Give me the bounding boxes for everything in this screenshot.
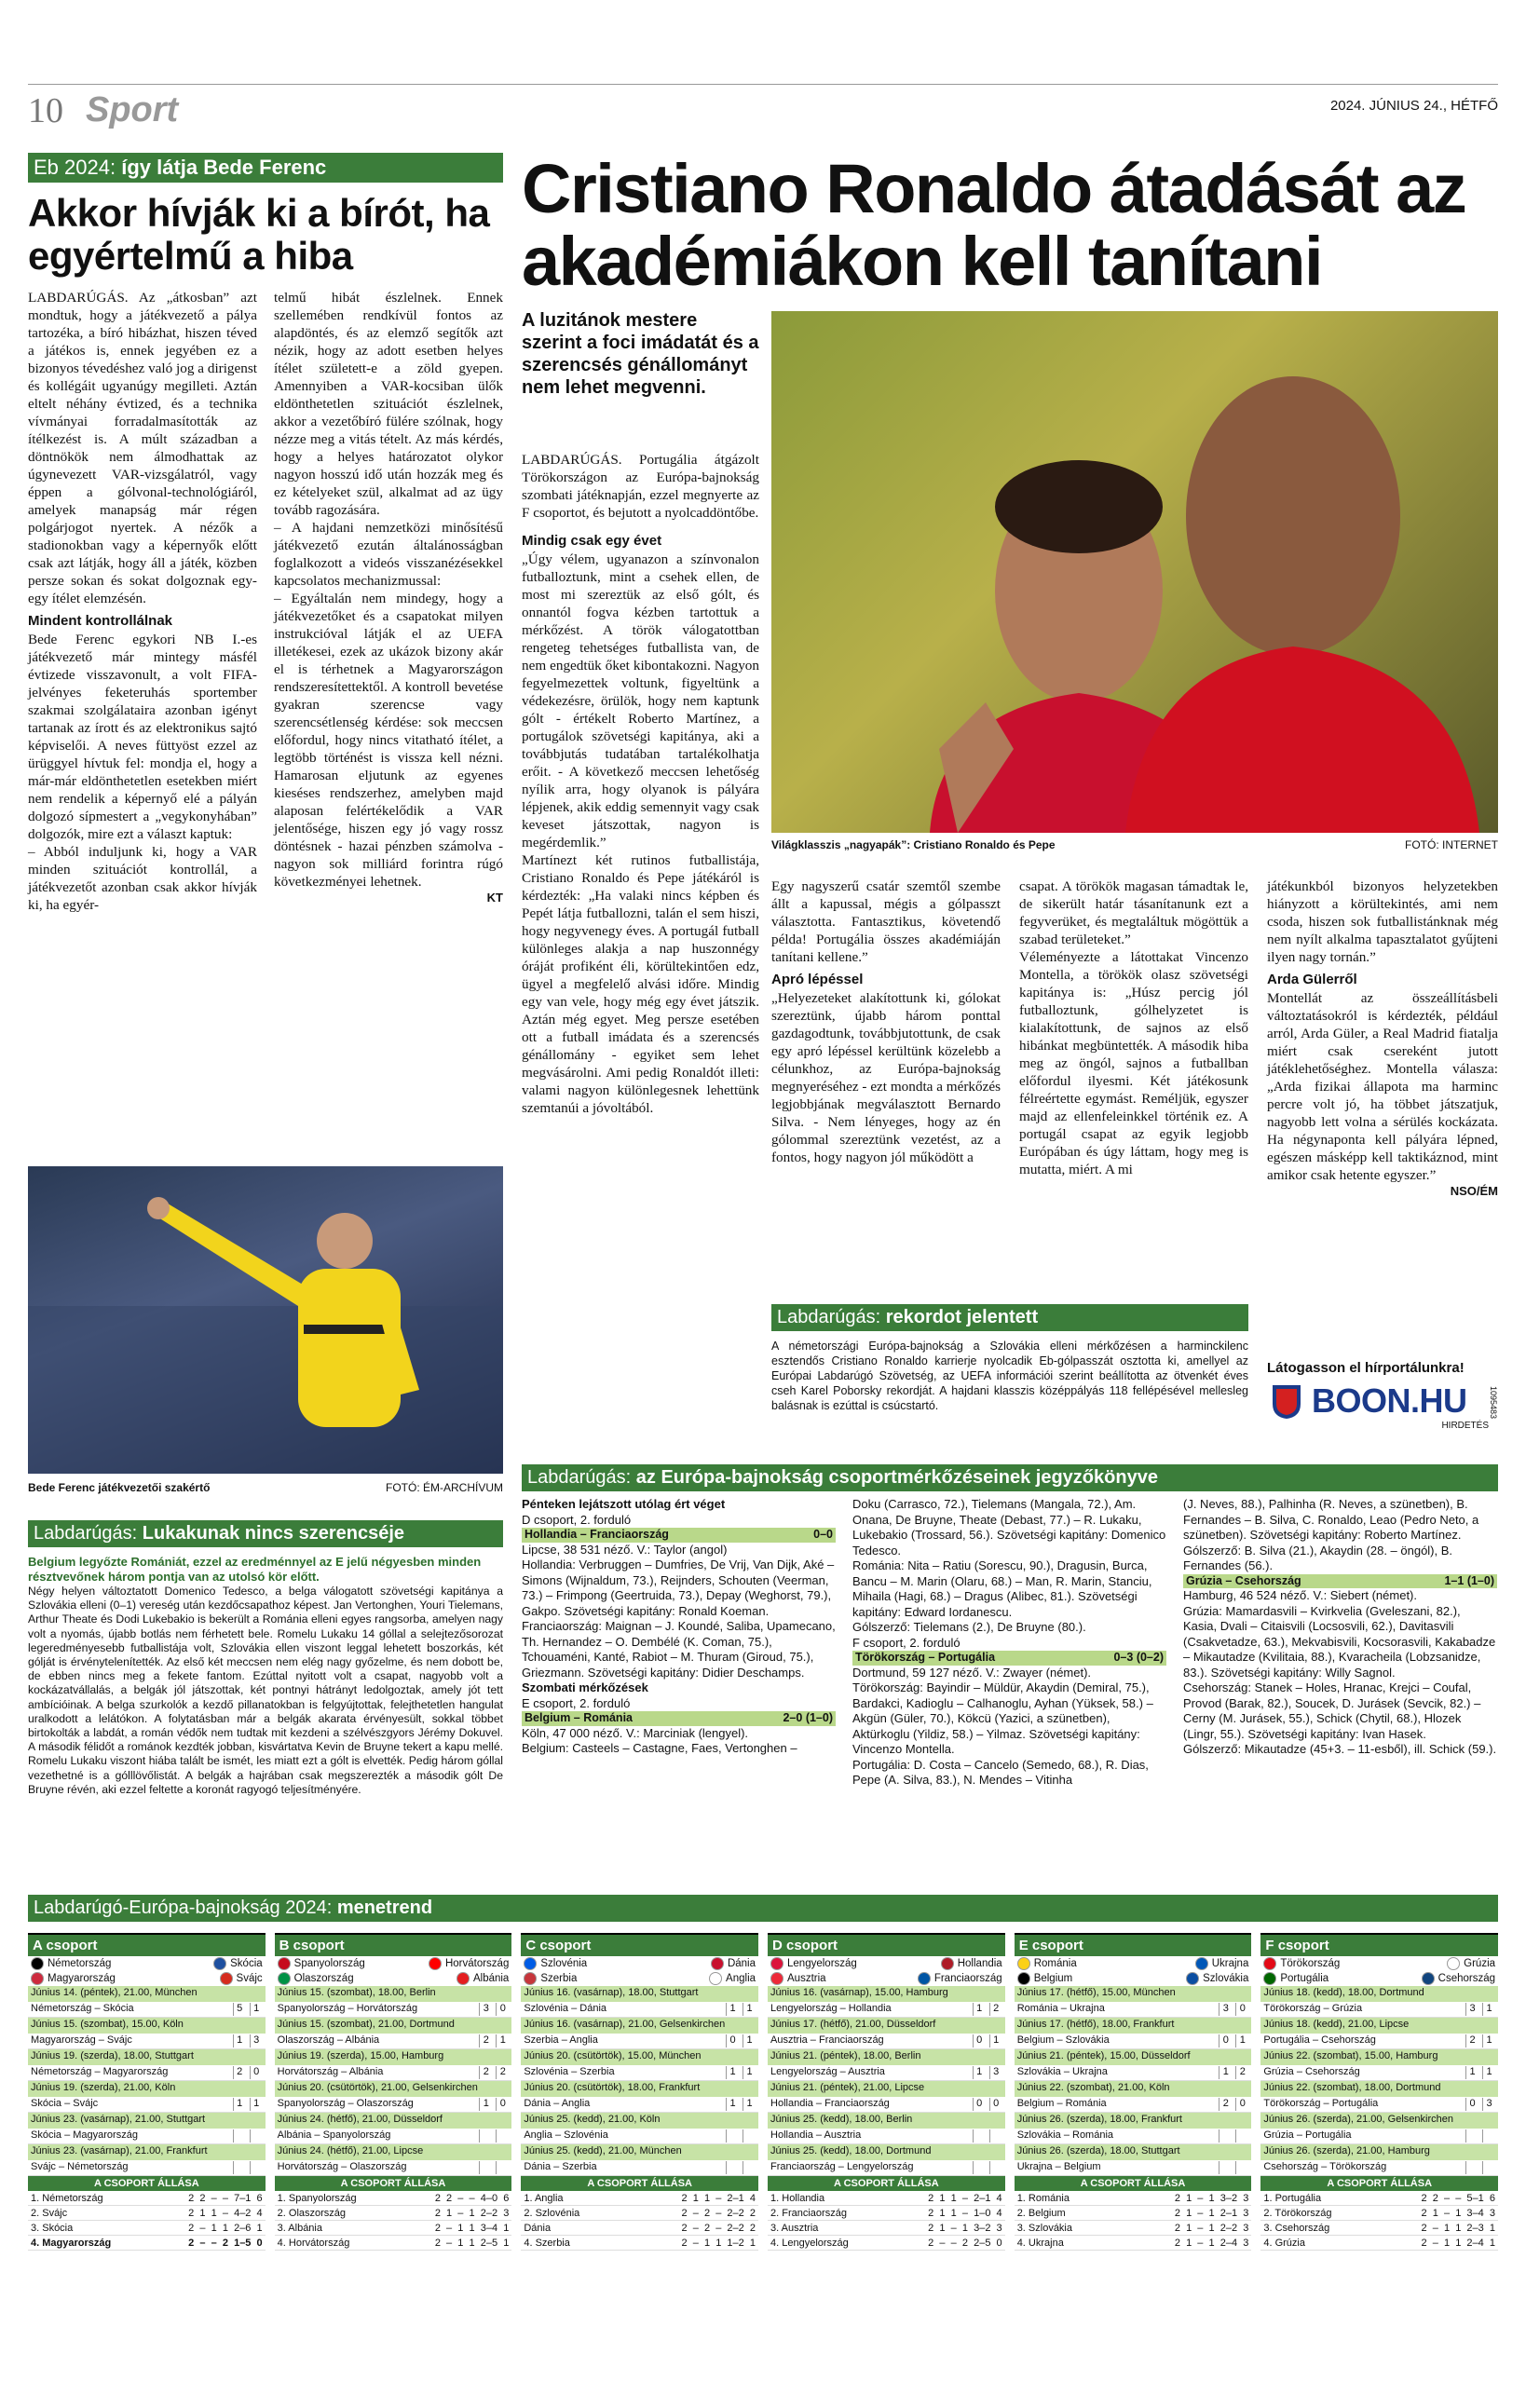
standings-row: 3. Csehország 2 – 1 1 2–3 1 bbox=[1260, 2221, 1498, 2236]
page-number: 10 bbox=[28, 91, 63, 130]
report-text: Portugália: D. Costa – Cancelo (Semedo, 68.), R. Dias, Pepe (A. Silva, 83.), N. Mendes – Vitinha bbox=[852, 1757, 1149, 1787]
lukaku-text: Négy helyen változtatott Domenico Tedesco, a belga válogatott szövetségi kapitánya a Szlovákia elleni (0–1) vereség után kezdőcsapathoz képest. Jan Vertonghen, Youri Tielemans, Arthur Theate és Dodi Lukebakio is bekerült a Románia elleni egyes rangsorba, amelyen nagy volt a nyomás, újabb botlás nem férhetett bele. Romelu Lukaku 14 góllal a selejtezősorozat legeredményesebb futballistája volt, Szlovákia ellen viszont leggal lehetett boszorkás, két gólját is érvénytelenítették. Az első két meccsen nem elég nagy győzelme, és nem dobott be, de ebben nincs meg a fekete fantom. Ezúttal nyitott volt a csapat, nagyobb volt a kockázatvállalás, a belgák jól játszottak, két pontnyi hátrányt ledolgoztak, amely jót tett ambícióinak. A belga szurkolók a kezdő pillanatokban is felgyújtottak, felejthetetlen hangulat uralkodott a lelátókon. A folytatásban már a belgák akarata érvényesült, sokkal többet birtokolták a labdát, a román védők nem tudtak mit kezdeni a szélvészgyors Jérémy Dokuvel. A második félidőt a románok kezdték jobban, kisvártatva Kevin de Bruyne tekert a kapu mellé. Romelu Lukaku viszont hiába talált be ismét, les miatt ezt a gólt is elvették. Pedig három góllal vezethetné is a gólllövőlistát. A belgák a hajrában csak megszerezték a második gólt De Bruyne révén, aki ezzel feltette a koronát ragyogó teljesítményére. bbox=[28, 1585, 503, 1796]
team-entry: Grúzia bbox=[1447, 1957, 1495, 1970]
issue-date: 2024. JÚNIUS 24., HÉTFŐ bbox=[1329, 98, 1498, 114]
standings-row: 4. Horvátország 2 – 1 1 2–5 1 bbox=[275, 2236, 512, 2251]
report-text: Grúzia: Mamardasvili – Kvirkvelia (Gveleszani, 82.), Kasia, Dvali – Citaisvili (Locsosvili, 62.), Davitasvili (Csakvetadze, 63.), Mekvabisvili, Kocsorasvili, Kakabadze – Mikautadze (Kvilitaia, 88.), Kvaracheila (Lobzsanidze, 83.). Szövetségi kapitány: Willy Sagnol. bbox=[1183, 1603, 1496, 1680]
report-match-result: Grúzia – Csehország 1–1 (1–0) bbox=[1183, 1574, 1497, 1589]
team-entry: Románia bbox=[1017, 1957, 1077, 1970]
match-date: Június 26. (szerda), 18.00, Frankfurt bbox=[1015, 2113, 1252, 2129]
group-teams-line bbox=[28, 1956, 266, 1971]
match-date: Június 25. (kedd), 21.00, Köln bbox=[521, 2113, 758, 2129]
team-entry: Spanyolország bbox=[278, 1957, 365, 1970]
referee-figure bbox=[28, 1166, 503, 1474]
match-date: Június 17. (hétfő), 21.00, Düsseldorf bbox=[768, 2018, 1005, 2034]
flag-icon bbox=[456, 1972, 470, 1985]
flag-icon bbox=[1195, 1957, 1208, 1970]
team-entry: Horvátország bbox=[429, 1957, 509, 1970]
group-teams-line bbox=[768, 1956, 1005, 1971]
match-row: Spanyolország – Horvátország 3 0 bbox=[275, 2002, 512, 2018]
flag-icon bbox=[1263, 1957, 1276, 1970]
report-match-result: Hollandia – Franciaország 0–0 bbox=[522, 1528, 836, 1543]
report-text: Gólszerző: Mikautadze (45+3. – 11-esből), ill. Schick (59.). bbox=[1183, 1742, 1497, 1756]
group-3 bbox=[768, 1933, 1005, 2251]
main-col2: Egy nagyszerű csatár szemtől szembe állt a kapussal, mégis a gólpasszt választotta. Fantasztikus, követendő példa! Portugália összes akadémiáján tanítani kellene.” bbox=[771, 878, 1001, 965]
standings-row: 2. Olaszország 2 1 – 1 2–2 3 bbox=[275, 2206, 512, 2221]
referee-photo-credit: FOTÓ: ÉM-ARCHÍVUM bbox=[386, 1481, 503, 1494]
match-date: Június 23. (vasárnap), 21.00, Frankfurt bbox=[28, 2144, 266, 2160]
standings-row: 1. Németország 2 2 – – 7–1 6 bbox=[28, 2191, 266, 2206]
flag-icon bbox=[770, 1957, 783, 1970]
standings-title: A CSOPORT ÁLLÁSA bbox=[28, 2176, 266, 2191]
match-row: Svájc – Németország bbox=[28, 2160, 266, 2176]
match-date: Június 26. (szerda), 21.00, Hamburg bbox=[1260, 2144, 1498, 2160]
match-date: Június 20. (csütörtök), 21.00, Gelsenkirchen bbox=[275, 2081, 512, 2097]
flag-icon bbox=[220, 1972, 233, 1985]
ad-code: 1095483 bbox=[1489, 1386, 1498, 1420]
match-date: Június 16. (vasárnap), 18.00, Stuttgart bbox=[521, 1986, 758, 2002]
team-entry: Albánia bbox=[456, 1972, 509, 1985]
main-col3-block bbox=[1019, 877, 1248, 1178]
report-text: (J. Neves, 88.), Palhinha (R. Neves, a szünetben), B. Fernandes – B. Silva, C. Ronaldo, Leao (Pedro Neto, a szünetben). Szövetségi kapitány: Roberto Martínez. bbox=[1183, 1497, 1479, 1542]
match-row: Skócia – Magyarország bbox=[28, 2129, 266, 2144]
record-box bbox=[771, 1304, 1248, 1413]
match-date: Június 15. (szombat), 15.00, Köln bbox=[28, 2018, 266, 2034]
match-date: Június 24. (hétfő), 21.00, Lipcse bbox=[275, 2144, 512, 2160]
ad-label: HIRDETÉS bbox=[1441, 1421, 1489, 1431]
team-entry: Magyarország bbox=[31, 1972, 116, 1985]
standings-row: 1. Hollandia 2 1 1 – 2–1 4 bbox=[768, 2191, 1005, 2206]
standings-row: 3. Albánia 2 – 1 1 3–4 1 bbox=[275, 2221, 512, 2236]
match-row: Szlovákia – Ukrajna 1 2 bbox=[1015, 2065, 1252, 2081]
standings-row: 3. Ausztria 2 1 – 1 3–2 3 bbox=[768, 2221, 1005, 2236]
match-date: Június 17. (hétfő), 18.00, Frankfurt bbox=[1015, 2018, 1252, 2034]
match-row: Magyarország – Svájc 1 3 bbox=[28, 2034, 266, 2049]
match-date: Június 18. (kedd), 18.00, Dortmund bbox=[1260, 1986, 1498, 2002]
team-entry: Anglia bbox=[709, 1972, 756, 1985]
standings-row: 1. Portugália 2 2 – – 5–1 6 bbox=[1260, 2191, 1498, 2206]
match-date: Június 25. (kedd), 18.00, Berlin bbox=[768, 2113, 1005, 2129]
main-headline: Cristiano Ronaldo átadását az akadémiákon kell tanítani bbox=[522, 150, 1466, 300]
lukaku-kicker: Labdarúgás: Lukakunak nincs szerencséje bbox=[28, 1520, 503, 1547]
group-teams-line bbox=[275, 1971, 512, 1986]
ronaldo-photo bbox=[771, 311, 1498, 833]
match-date: Június 26. (szerda), 18.00, Stuttgart bbox=[1015, 2144, 1252, 2160]
match-date: Június 16. (vasárnap), 15.00, Hamburg bbox=[768, 1986, 1005, 2002]
flag-icon bbox=[31, 1972, 44, 1985]
standings-title: A CSOPORT ÁLLÁSA bbox=[521, 2176, 758, 2191]
group-4 bbox=[1015, 1933, 1252, 2251]
match-row: Szerbia – Anglia 0 1 bbox=[521, 2034, 758, 2049]
report bbox=[522, 1464, 1498, 1789]
flag-icon bbox=[1186, 1972, 1199, 1985]
main-article bbox=[522, 150, 1498, 300]
match-row: Szlovákia – Románia bbox=[1015, 2129, 1252, 2144]
flag-icon bbox=[770, 1972, 783, 1985]
team-entry: Dánia bbox=[711, 1957, 756, 1970]
group-title: D csoport bbox=[768, 1935, 1005, 1956]
match-row: Anglia – Szlovénia bbox=[521, 2129, 758, 2144]
match-date: Június 20. (csütörtök), 15.00, München bbox=[521, 2049, 758, 2065]
match-date: Június 16. (vasárnap), 21.00, Gelsenkirchen bbox=[521, 2018, 758, 2034]
report-kicker: Labdarúgás: az Európa-bajnokság csoportmérkőzéseinek jegyzőkönyve bbox=[522, 1464, 1498, 1491]
group-teams-line bbox=[521, 1971, 758, 1986]
team-entry: Franciaország bbox=[918, 1972, 1002, 1985]
flag-icon bbox=[31, 1957, 44, 1970]
flag-icon bbox=[524, 1972, 537, 1985]
report-text: E csoport, 2. forduló bbox=[522, 1695, 631, 1710]
standings-row: 4. Magyarország 2 – – 2 1–5 0 bbox=[28, 2236, 266, 2251]
team-entry: Szlovákia bbox=[1186, 1972, 1248, 1985]
group-teams-line bbox=[28, 1971, 266, 1986]
group-2 bbox=[521, 1933, 758, 2251]
group-0 bbox=[28, 1933, 266, 2251]
main-col1: „Úgy vélem, ugyanazon a színvonalon futballoztunk, mint a csehek ellen, de most mi szereztük az első gólt, és onnantól fogva kézben tartottuk a mérkőzést. A török válogatottban rengeteg tehetséges futballista van, de nem engedtük őket kibontakozni. Nagyon fegyelmezettek voltunk, figyeltünk a védekezésre, örülök, hogy nem kaptunk gólt - értékelt Roberto Martínez, a portugálok szövetségi kapitánya, aki a továbbjutás tudatában tartalékolhatja erőit. - A következő meccsen lehetőség nyílik arra, hogy olyanok is pályára lépjenek, akik eddig semennyit vagy csak keveset játszottak, nagyon is megérdemlik.” Martínezt két rutinos futballistája, Cristiano Ronaldo és Pepe játékáról is kérdezték: „Ha valaki nincs képben és Pepét látja futballozni, talán el sem hiszi, hogy negyvenegy éves. A portugál futball különleges alakja a nap huszonnégy óráját profiként éli, körültekintően edz, ügyel a megfelelő alvási időre. Mindig egy van vele, hogy még egy évet játszik. Aztán még egyet. Meg persze esetében ott a futball imádata és a szerencsés génállomány - egyiket sem lehet megvásárolni. Ami pedig Ronaldót illeti: valami nagyon különlegesnek lehettünk szemtanúi a jóvoltából. bbox=[522, 551, 759, 1116]
referee-caption-text: Bede Ferenc játékvezetői szakértő bbox=[28, 1481, 211, 1494]
match-date: Június 26. (szerda), 21.00, Gelsenkirchen bbox=[1260, 2113, 1498, 2129]
standings-row: 2. Franciaország 2 1 1 – 1–0 4 bbox=[768, 2206, 1005, 2221]
match-row: Németország – Skócia 5 1 bbox=[28, 2002, 266, 2018]
standings-row: 2. Törökország 2 1 – 1 3–4 3 bbox=[1260, 2206, 1498, 2221]
standings-row: 4. Lengyelország 2 – – 2 2–5 0 bbox=[768, 2236, 1005, 2251]
report-text: Doku (Carrasco, 72.), Tielemans (Mangala, 72.), Am. Onana, De Bruyne, Theate (Debast, 77.) – R. Lukaku, Lukebakio (Trossard, 56.). Szövetségi kapitány: Domenico Tedesco. bbox=[852, 1497, 1166, 1558]
match-row: Skócia – Svájc 1 1 bbox=[28, 2097, 266, 2113]
standings-title: A CSOPORT ÁLLÁSA bbox=[275, 2176, 512, 2191]
left-col1: LABDARÚGÁS. Az „átkosban” azt mondtuk, hogy a játékvezető a pálya tartozéka, a bíró hibázhat, hiszen téved a játékos is, ennek jegyében ez a bizonyos tévedéshez való jog a dirigenst és kollégáit ugyanúgy megilleti. Aztán eltelt néhány évtized, és a technika vívmányai forradalmasították az ítélkezést is. A múlt században a döntnökök nem álmodhattak az úgynevezett VAR-vizsgálatról, vagy éppen a gólvonal-technológiáról, amelyek manapság már régen polgárjogot nyertek. A nézők a stadionokban vagy a képernyők előtt csak azt látják, hogy áll a játék, közben persze sokan és sokat dolgoznak egy-egy ítélet elemzésén. bbox=[28, 290, 257, 606]
match-date: Június 19. (szerda), 21.00, Köln bbox=[28, 2081, 266, 2097]
standings-title: A CSOPORT ÁLLÁSA bbox=[1260, 2176, 1498, 2191]
match-row: Lengyelország – Hollandia 1 2 bbox=[768, 2002, 1005, 2018]
team-entry: Ausztria bbox=[770, 1972, 826, 1985]
match-row: Ausztria – Franciaország 0 1 bbox=[768, 2034, 1005, 2049]
match-row: Szlovénia – Dánia 1 1 bbox=[521, 2002, 758, 2018]
report-col-3 bbox=[1183, 1497, 1497, 1789]
main-col2b: „Helyezeteket alakítottunk ki, gólokat szereztünk, újabb három ponttal gazdagodtunk, továbbjutottunk, de csak egy apró lépéssel kerültünk közelebb a célunkhoz, az Európa-bajnokság megnyeréséhez - ezt mondta a mérkőzés legjobbjának megválasztott Bernardo Silva. - Nem lényeges, hogy az én gólommal szereztünk vezetést, az a fontos, hogy nagyon jól működött a bbox=[771, 990, 1001, 1165]
report-text: Hollandia: Verbruggen – Dumfries, De Vrij, Van Dijk, Aké – Simons (Wijnaldum, 73.), Reijnders, Schouten (Veerman, 73.) – Frimpong (Geertruida, 73.), Depay (Weghorst, 79.), Gakpo. Szövetségi kapitány: Ronald Koeman. bbox=[522, 1558, 835, 1618]
match-row: Németország – Magyarország 2 0 bbox=[28, 2065, 266, 2081]
match-row: Grúzia – Portugália bbox=[1260, 2129, 1498, 2144]
standings-row: 1. Anglia 2 1 1 – 2–1 4 bbox=[521, 2191, 758, 2206]
group-title: C csoport bbox=[521, 1935, 758, 1956]
team-entry: Törökország bbox=[1263, 1957, 1340, 1970]
team-entry: Skócia bbox=[213, 1957, 263, 1970]
main-subhead-4: Arda Gülerről bbox=[1267, 972, 1357, 987]
flag-icon bbox=[524, 1957, 537, 1970]
group-teams-line bbox=[1260, 1971, 1498, 1986]
group-5 bbox=[1260, 1933, 1498, 2251]
report-text: Franciaország: Maignan – J. Koundé, Saliba, Upamecano, Th. Hernandez – O. Dembélé (K. Coman, 75.), Tchouaméni, Kanté, Rabiot – M. Thuram (Giroud, 75.), Griezmann. Szövetségi kapitány: Didier Deschamps. bbox=[522, 1619, 836, 1680]
flag-icon bbox=[1422, 1972, 1435, 1985]
group-1 bbox=[275, 1933, 512, 2251]
left-headline: Akkor hívják ki a bírót, ha egyértelmű a hiba bbox=[28, 191, 490, 278]
match-date: Június 22. (szombat), 21.00, Köln bbox=[1015, 2081, 1252, 2097]
match-date: Június 15. (szombat), 18.00, Berlin bbox=[275, 1986, 512, 2002]
report-text: Dortmund, 59 127 néző. V.: Zwayer (német). bbox=[852, 1665, 1092, 1680]
report-text: Belgium: Casteels – Castagne, Faes, Vertonghen – bbox=[522, 1741, 797, 1755]
report-text: Gólszerző: Tielemans (2.), De Bruyne (80.). bbox=[852, 1620, 1086, 1634]
report-text: Csehország: Stanek – Holes, Hranac, Krejci – Coufal, Provod (Barak, 82.), Soucek, D. Jurásek (Sevcik, 82.) – Cerny (M. Jurásek, 55.), Schick (Chytil, 68.), Hlozek (Lingr, 55.). Szövetségi kapitány: Ivan Hasek. bbox=[1183, 1680, 1481, 1741]
team-entry: Szlovénia bbox=[524, 1957, 587, 1970]
group-title: F csoport bbox=[1260, 1935, 1498, 1956]
report-text: F csoport, 2. forduló bbox=[852, 1635, 961, 1650]
page-header bbox=[28, 84, 1498, 132]
flag-icon bbox=[429, 1957, 442, 1970]
report-text: Hamburg, 46 524 néző. V.: Siebert (német). bbox=[1183, 1588, 1417, 1602]
standings-row: Dánia 2 – 2 – 2–2 2 bbox=[521, 2221, 758, 2236]
match-date: Június 22. (szombat), 18.00, Dortmund bbox=[1260, 2081, 1498, 2097]
players-figure bbox=[771, 311, 1498, 833]
match-date: Június 14. (péntek), 21.00, München bbox=[28, 1986, 266, 2002]
flag-icon bbox=[1263, 1972, 1276, 1985]
standings-title: A CSOPORT ÁLLÁSA bbox=[768, 2176, 1005, 2191]
team-entry: Németország bbox=[31, 1957, 111, 1970]
match-row: Horvátország – Olaszország bbox=[275, 2160, 512, 2176]
standings-row: 4. Grúzia 2 – 1 1 2–4 1 bbox=[1260, 2236, 1498, 2251]
report-heading: Pénteken lejátszott utólag ért véget bbox=[522, 1497, 726, 1511]
match-row: Albánia – Spanyolország bbox=[275, 2129, 512, 2144]
main-col4: játékunkból bizonyos helyzetekben hiányzott a körültekintés, ami nem csoda, hiszen sok futballistánknak még nem nyílt alkalma tapasztalatot gyűjteni ilyen nagy tornán.” bbox=[1267, 878, 1498, 965]
match-row: Franciaország – Lengyelország bbox=[768, 2160, 1005, 2176]
flag-icon bbox=[278, 1957, 291, 1970]
group-teams-line bbox=[1015, 1971, 1252, 1986]
team-entry: Lengyelország bbox=[770, 1957, 857, 1970]
report-text: Törökország: Bayindir – Müldür, Akaydin (Demiral, 75.), Bardakci, Kadioglu – Calhanoglu, Ayhan (Yüksek, 58.) – Akgün (Güler, 70.), Kökcü (Yazici, a szünetben), Aktürkoglu (Yildiz, 58.) – Yilmaz. Szövetségi kapitány: Vincenzo Montella. bbox=[852, 1680, 1153, 1756]
main-lead: A luzitánok mestere szerint a foci imádatát és a szerencsés génállományt nem lehet megvenni. bbox=[522, 310, 759, 398]
match-row: Ukrajna – Belgium bbox=[1015, 2160, 1252, 2176]
match-row: Grúzia – Csehország 1 1 bbox=[1260, 2065, 1498, 2081]
match-row: Csehország – Törökország bbox=[1260, 2160, 1498, 2176]
left-col1b: Bede Ferenc egykori NB I.-es játékvezető már mintegy másfél évtizede visszavonult, a volt FIFA-jelvényes feketeruhás sportember szakmai szolgálataira azonban igényt tartanak az írott és az elektronikus sajtó képviselői. A neves füttyöst ezzel az ürüggyel hívtuk fel: mondja el, hogy a már-már eldönthetetlen esetekben miért nem rendelik a képernyő elé a pályán dolgozó sípmestert a „vegykonyhában” dolgozók, mire ezt a választ kaptuk: – Abból induljunk ki, hogy a VAR minden szituációt kontrollál, a játékvezetőt azonban csak akkor hívják ki, ha egyér- bbox=[28, 632, 257, 913]
match-date: Június 17. (hétfő), 15.00, München bbox=[1015, 1986, 1252, 2002]
group-title: E csoport bbox=[1015, 1935, 1252, 1956]
team-entry: Hollandia bbox=[941, 1957, 1002, 1970]
match-row: Hollandia – Franciaország 0 0 bbox=[768, 2097, 1005, 2113]
groups-grid bbox=[28, 1933, 1498, 2251]
team-entry: Belgium bbox=[1017, 1972, 1073, 1985]
main-intro-block bbox=[522, 451, 759, 1117]
report-heading: Szombati mérkőzések bbox=[522, 1680, 648, 1694]
team-entry: Portugália bbox=[1263, 1972, 1328, 1985]
main-subhead-1: Mindig csak egy évet bbox=[522, 533, 662, 549]
group-teams-line bbox=[1260, 1956, 1498, 1971]
standings-row: 3. Skócia 2 – 1 1 2–6 1 bbox=[28, 2221, 266, 2236]
match-row: Horvátország – Albánia 2 2 bbox=[275, 2065, 512, 2081]
report-col-1 bbox=[522, 1497, 836, 1789]
match-row: Törökország – Portugália 0 3 bbox=[1260, 2097, 1498, 2113]
match-row: Törökország – Grúzia 3 1 bbox=[1260, 2002, 1498, 2018]
flag-icon bbox=[918, 1972, 931, 1985]
match-date: Június 15. (szombat), 21.00, Dortmund bbox=[275, 2018, 512, 2034]
group-teams-line bbox=[521, 1956, 758, 1971]
match-row: Belgium – Szlovákia 0 1 bbox=[1015, 2034, 1252, 2049]
report-text: D csoport, 2. forduló bbox=[522, 1512, 632, 1527]
standings-row: 2. Szlovénia 2 – 2 – 2–2 2 bbox=[521, 2206, 758, 2221]
standings-row: 1. Románia 2 1 – 1 3–2 3 bbox=[1015, 2191, 1252, 2206]
left-kicker: Eb 2024: így látja Bede Ferenc bbox=[28, 153, 503, 183]
main-subhead-2: Apró lépéssel bbox=[771, 972, 864, 987]
report-text: Köln, 47 000 néző. V.: Marciniak (lengyel). bbox=[522, 1725, 749, 1740]
match-row: Dánia – Anglia 1 1 bbox=[521, 2097, 758, 2113]
match-date: Június 19. (szerda), 15.00, Hamburg bbox=[275, 2049, 512, 2065]
ronaldo-caption bbox=[771, 838, 1498, 851]
team-entry: Svájc bbox=[220, 1972, 263, 1985]
main-col4-block bbox=[1267, 877, 1498, 1198]
match-date: Június 21. (péntek), 21.00, Lipcse bbox=[768, 2081, 1005, 2097]
left-article bbox=[28, 153, 503, 914]
boon-logo-icon bbox=[1267, 1381, 1306, 1421]
match-date: Június 21. (péntek), 15.00, Düsseldorf bbox=[1015, 2049, 1252, 2065]
team-entry: Szerbia bbox=[524, 1972, 577, 1985]
lukaku-article bbox=[28, 1520, 503, 1797]
ronaldo-caption-text: Világklasszis „nagyapák”: Cristiano Ronaldo és Pepe bbox=[771, 838, 1056, 851]
group-title: A csoport bbox=[28, 1935, 266, 1956]
flag-icon bbox=[1017, 1957, 1030, 1970]
standings-row: 4. Szerbia 2 – 1 1 1–2 1 bbox=[521, 2236, 758, 2251]
boon-ad bbox=[1267, 1360, 1498, 1431]
record-text: A németországi Európa-bajnokság a Szlovákia elleni mérkőzésen a harminckilenc esztendős Cristiano Ronaldo karrierje nyolcadik Eb-gólpasszát osztotta ki, amellyel az Európai Labdarúgó Szövetség, az UEFA információi szerint beállította az ötvenkét éves cseh Karel Poborsky rekordját. A hajdani klasszis középpályás 118 fellépésével mellesleg balásnak is ezúttal is csúcstartó. bbox=[771, 1340, 1248, 1412]
main-intro: LABDARÚGÁS. Portugália átgázolt Törökországon az Európa-bajnokság szombati játéknapján, ezzel megnyerte az F csoportot, és bejutott a nyolcaddöntőbe. bbox=[522, 452, 759, 521]
flag-icon bbox=[711, 1957, 724, 1970]
main-col2-block bbox=[771, 877, 1001, 1166]
match-row: Hollandia – Ausztria bbox=[768, 2129, 1005, 2144]
match-date: Június 21. (péntek), 18.00, Berlin bbox=[768, 2049, 1005, 2065]
flag-icon bbox=[709, 1972, 722, 1985]
standings-row: 4. Ukrajna 2 1 – 1 2–4 3 bbox=[1015, 2236, 1252, 2251]
flag-icon bbox=[278, 1972, 291, 1985]
report-col-2 bbox=[852, 1497, 1166, 1789]
match-row: Szlovénia – Szerbia 1 1 bbox=[521, 2065, 758, 2081]
report-text: Románia: Nita – Ratiu (Sorescu, 90.), Dragusin, Burca, Bancu – M. Marin (Olaru, 68.) – Man, R. Marin, Stanciu, Mihaila (Hagi, 68.) – Dragus (Alibec, 81.). Szövetségi kapitány: Edward Iordanescu. bbox=[852, 1558, 1152, 1619]
main-col4b: Montellát az összeállításbeli változtatásokról is kérdezték, például arról, Arda Güler, a Real Madrid fiatalja miért csak csereként jutott játéklehetőséghez. Montella válasza: „Arda fizikai állapota ma harminc percre volt jó, ha többet játszatjuk, nagyobb lett volna a sérülés kockázata. Ha négynaponta kell pályára lépned, egészen másképp kell taktikáznod, mint amikor csak hetente egyszer.” bbox=[1267, 990, 1498, 1183]
group-teams-line bbox=[1015, 1956, 1252, 1971]
match-row: Belgium – Románia 2 0 bbox=[1015, 2097, 1252, 2113]
match-row: Dánia – Szerbia bbox=[521, 2160, 758, 2176]
report-text: Gólszerző: B. Silva (21.), Akaydin (28. – öngól), B. Fernandes (56.). bbox=[1183, 1543, 1453, 1572]
group-teams-line bbox=[768, 1971, 1005, 1986]
section-title: Sport bbox=[86, 90, 179, 129]
main-author: NSO/ÉM bbox=[1450, 1184, 1498, 1198]
ronaldo-photo-credit: FOTÓ: INTERNET bbox=[1405, 838, 1498, 851]
match-date: Június 19. (szerda), 18.00, Stuttgart bbox=[28, 2049, 266, 2065]
match-date: Június 25. (kedd), 21.00, München bbox=[521, 2144, 758, 2160]
lukaku-lead: Belgium legyőzte Romániát, ezzel az eredménnyel az E jelű négyesben minden résztvevőnek három pontja van az utolsó kör előtt. bbox=[28, 1555, 482, 1584]
report-match-result: Belgium – Románia 2–0 (1–0) bbox=[522, 1711, 836, 1726]
ad-visit-text: Látogasson el hírportálunkra! bbox=[1267, 1360, 1465, 1376]
flag-icon bbox=[1017, 1972, 1030, 1985]
standings-row: 3. Szlovákia 2 1 – 1 2–2 3 bbox=[1015, 2221, 1252, 2236]
standings-row: 2. Svájc 2 1 1 – 4–2 4 bbox=[28, 2206, 266, 2221]
referee-photo bbox=[28, 1166, 503, 1474]
referee-caption bbox=[28, 1481, 503, 1494]
left-col2: telmű hibát észlelnek. Ennek szellemében rendkívül fontos az alapdöntés, és az elemző segítők azt nézik, hogy az adott esetben helyes ítélet született-e a zöld gyepen. Amennyiben a VAR-kocsiban ülők eldönthetetlen szituációt észlelnek, akkor a vezetőbíró fülére szólnak, hogy nézze meg a vitás tételt. Az más kérdés, hogy a helyes határozatot olykor nagyon hosszú idő után hozzák meg és ez kételyeket szül, alkalmat ad az ügy tovább ragozására. – A hajdani nemzetközi minősítésű játékvezető ezután általánosságban foglalkozott a videós visszanézésekkel kapcsolatos mechanizmussal: – Egyáltalán nem mindegy, hogy a játékvezetőket és a csapatokat milyen instrukcióval látják el az UEFA illetékesei, ezek az ukázok bizony akár el is térhetnek a Magyarországon rendszeresítettektől. A kontroll bevetése gyakran szerencse vagy szerencsétlenség kérdése: sok meccsen előfordul, hogy nincs vitatható ítélet, a legtöbb történést is vissza kell nézni. Hamarosan eljutunk az egyenes kieséses rendszerhez, amelyben majd alaposan felértékelődik a VAR jelentősége, hiszen egy jó vagy rossz döntésnek - hazai pénzben számolva - nagyon sok milliárd forintra rúgó következményei lehetnek. bbox=[274, 290, 503, 890]
match-date: Június 24. (hétfő), 21.00, Düsseldorf bbox=[275, 2113, 512, 2129]
match-date: Június 18. (kedd), 21.00, Lipcse bbox=[1260, 2018, 1498, 2034]
match-row: Spanyolország – Olaszország 1 0 bbox=[275, 2097, 512, 2113]
team-entry: Olaszország bbox=[278, 1972, 354, 1985]
record-kicker: Labdarúgás: rekordot jelentett bbox=[771, 1304, 1248, 1331]
flag-icon bbox=[213, 1957, 226, 1970]
match-row: Lengyelország – Ausztria 1 3 bbox=[768, 2065, 1005, 2081]
standings-row: 2. Belgium 2 1 – 1 2–1 3 bbox=[1015, 2206, 1252, 2221]
match-row: Portugália – Csehország 2 1 bbox=[1260, 2034, 1498, 2049]
standings-title: A CSOPORT ÁLLÁSA bbox=[1015, 2176, 1252, 2191]
report-match-result: Törökország – Portugália 0–3 (0–2) bbox=[852, 1651, 1166, 1666]
flag-icon bbox=[941, 1957, 954, 1970]
team-entry: Ukrajna bbox=[1195, 1957, 1249, 1970]
group-teams-line bbox=[275, 1956, 512, 1971]
match-date: Június 25. (kedd), 18.00, Dortmund bbox=[768, 2144, 1005, 2160]
report-text: Lipcse, 38 531 néző. V.: Taylor (angol) bbox=[522, 1542, 728, 1557]
group-title: B csoport bbox=[275, 1935, 512, 1956]
main-col3: csapat. A törökök magasan támadtak le, de sikerült határ tásanítanunk ezt a fegyverüket, és megtaláltuk mögöttük a szabad területeket.” Véleményezte a látottakat Vincenzo Montella, a törökök olasz szövetségi kapitánya is: „Húsz percig jól futballoztunk, gólhelyzetet is kialakítottunk, de sajnos az első hibánkat megbüntették. A második hiba meg az öngól, sajnos a futballban előfordul ilyesmi. Két játékosunk félreértette egymást. Reméljük, egyszer majd az ellenfeleinkkel történik ez. A portugál csapat az egyik legjobb Európában és úgy láttam, hogy meg is mutatta, miért. A mi bbox=[1019, 878, 1248, 1177]
match-row: Olaszország – Albánia 2 1 bbox=[275, 2034, 512, 2049]
match-date: Június 23. (vasárnap), 21.00, Stuttgart bbox=[28, 2113, 266, 2129]
left-subhead: Mindent kontrollálnak bbox=[28, 613, 173, 629]
left-author: KT bbox=[486, 891, 503, 905]
schedule bbox=[28, 1895, 1498, 2251]
team-entry: Csehország bbox=[1422, 1972, 1495, 1985]
schedule-kicker: Labdarúgó-Európa-bajnokság 2024: menetrend bbox=[28, 1895, 1498, 1922]
match-row: Románia – Ukrajna 3 0 bbox=[1015, 2002, 1252, 2018]
match-date: Június 20. (csütörtök), 18.00, Frankfurt bbox=[521, 2081, 758, 2097]
match-date: Június 22. (szombat), 15.00, Hamburg bbox=[1260, 2049, 1498, 2065]
standings-row: 1. Spanyolország 2 2 – – 4–0 6 bbox=[275, 2191, 512, 2206]
ad-brand[interactable]: BOON.HU bbox=[1312, 1381, 1467, 1420]
flag-icon bbox=[1447, 1957, 1460, 1970]
